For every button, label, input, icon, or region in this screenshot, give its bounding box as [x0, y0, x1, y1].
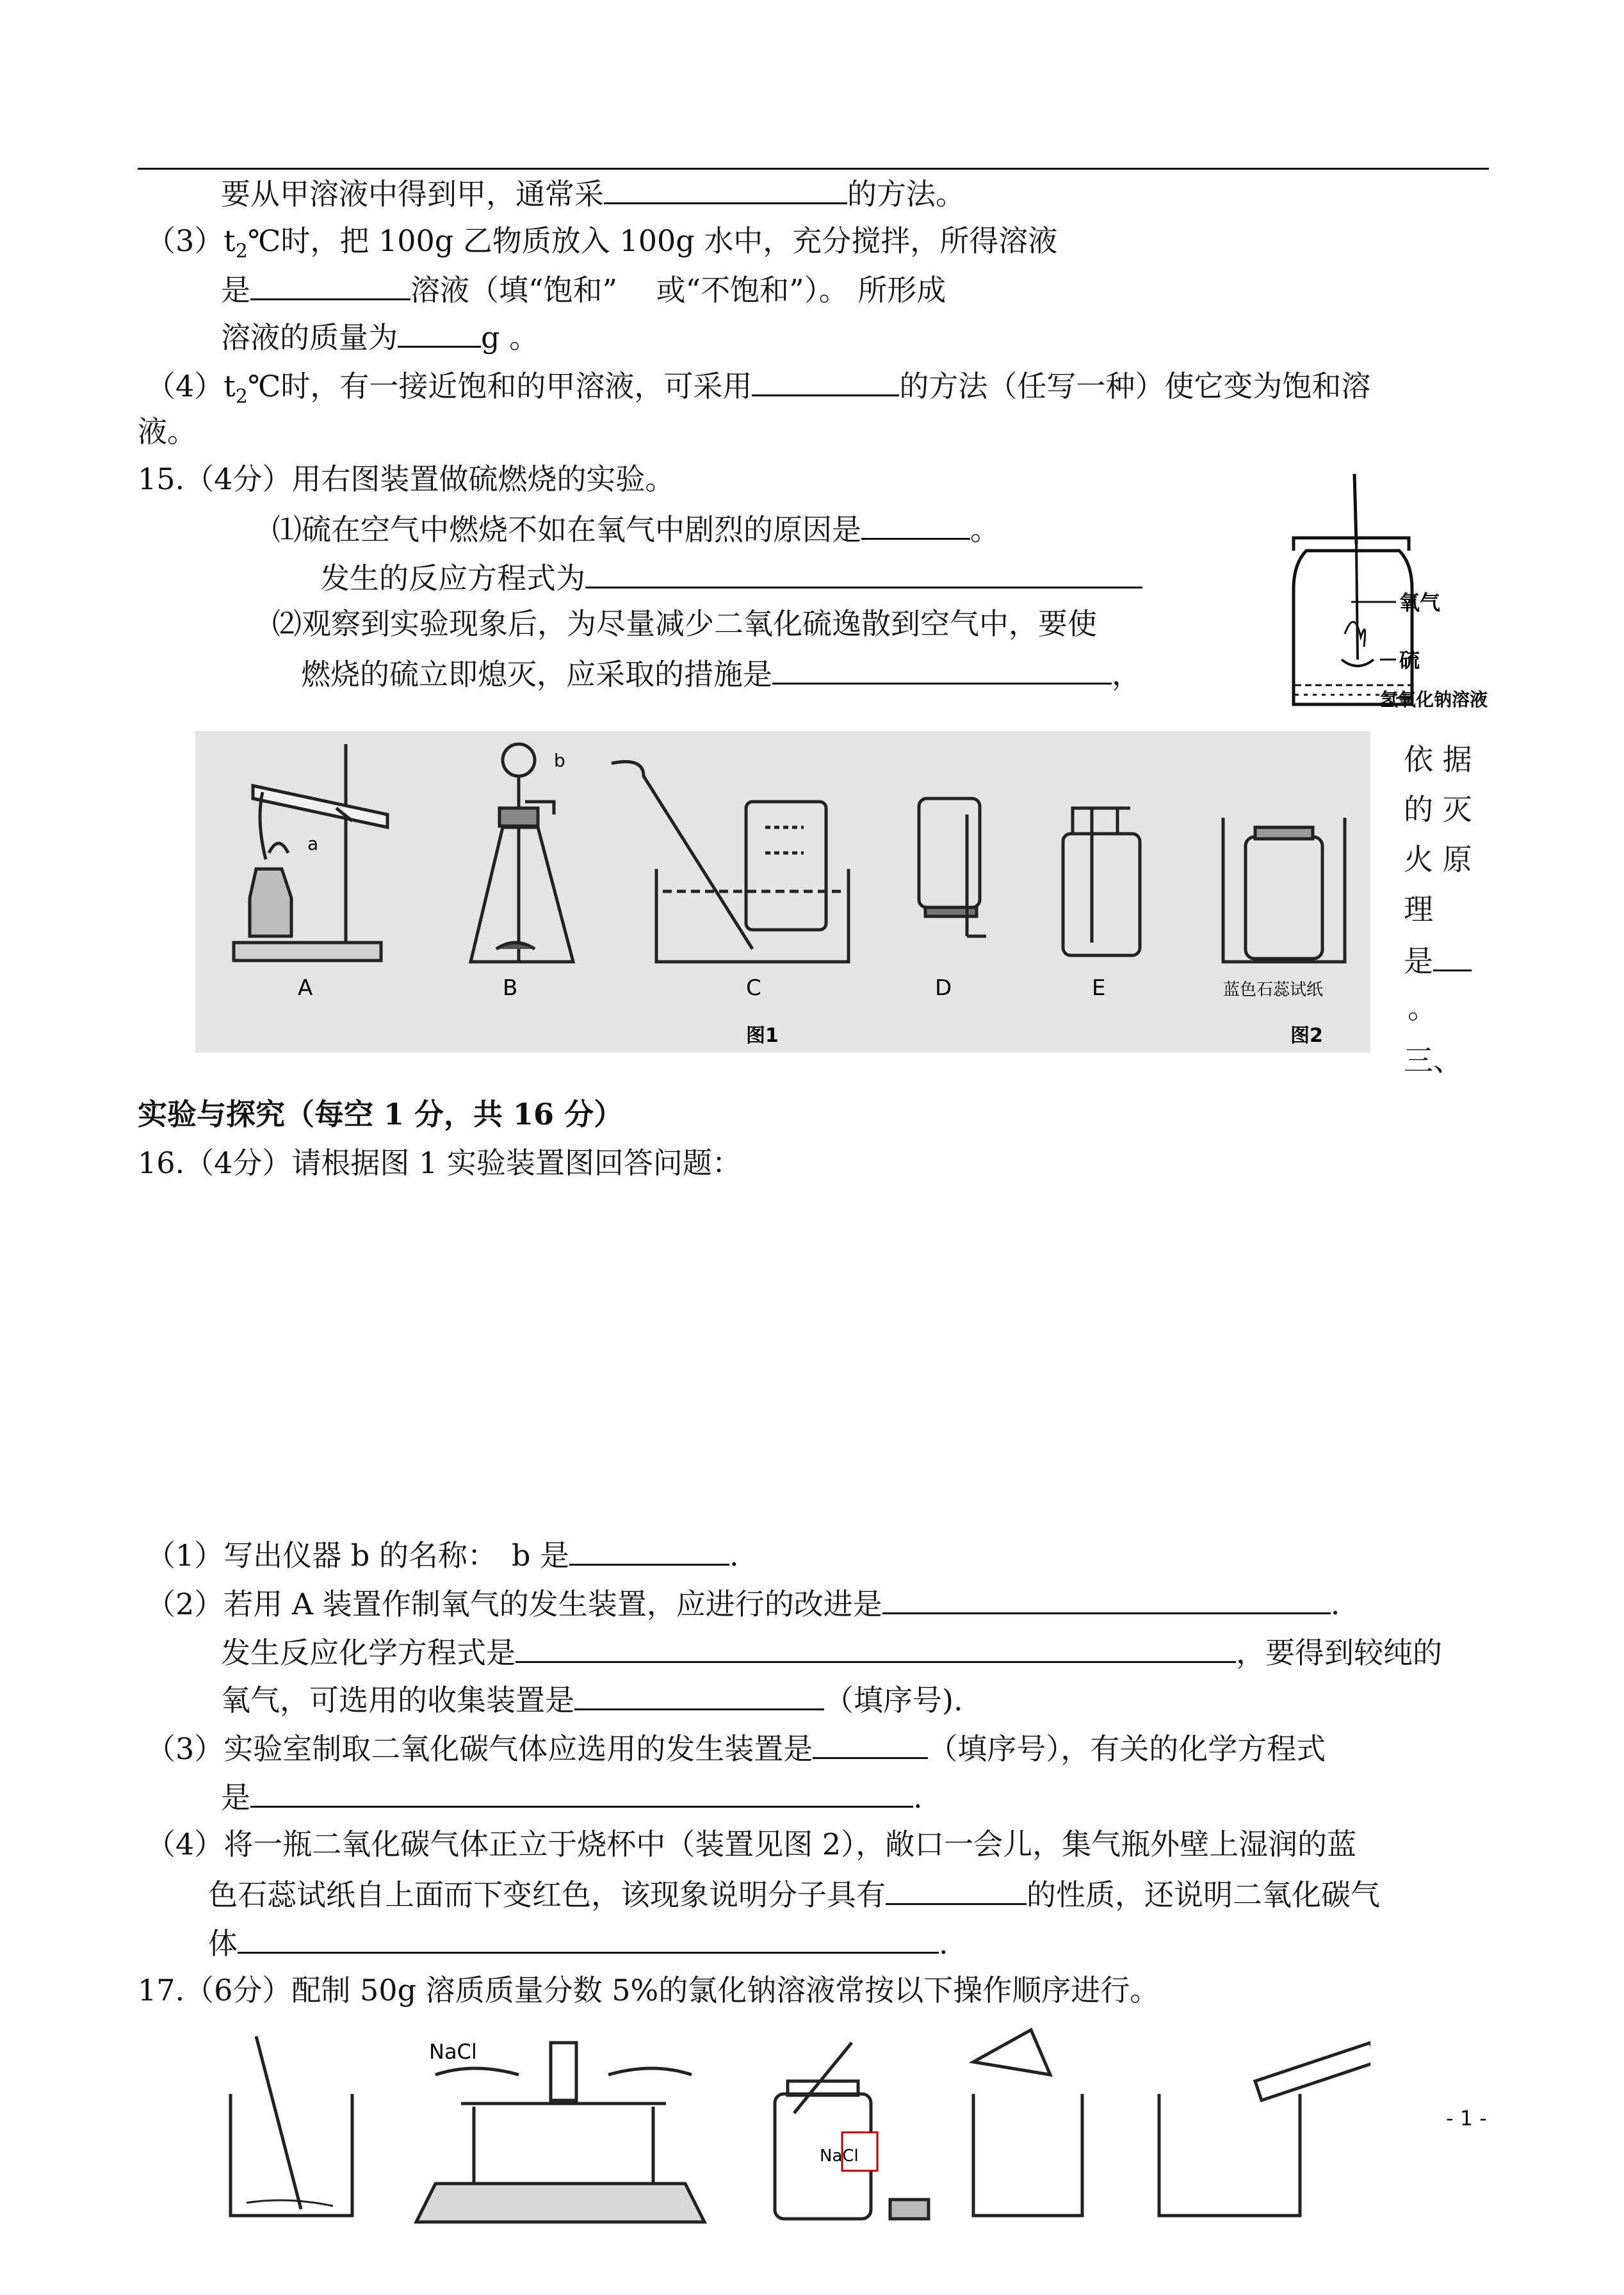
label-e: E — [1092, 975, 1106, 1001]
combustion-spoon-rod — [1354, 474, 1356, 544]
label-nacl-balance: NaCl — [429, 2040, 477, 2064]
side-text-5: 是 — [1404, 941, 1472, 979]
gas-jar — [1294, 551, 1412, 704]
label-a: A — [298, 975, 313, 1001]
section-3-prefix: 三、 — [1404, 1043, 1463, 1078]
q14-part4: $(4)t_2℃$时，有一接近饱和的甲溶液，可采用 的方法（任写一种）使它变为饱和溶 — [146, 366, 1370, 415]
mark-b: b — [554, 750, 565, 771]
q16-part2-line3: 氧气，可选用的收集装置是 （填序号). — [221, 1680, 963, 1718]
label-fig2: 图2 — [1290, 1025, 1323, 1047]
q16-part2: （2）若用 A 装置作制氧气的发生装置，应进行的改进是 . — [146, 1584, 1340, 1622]
q16-part4-line3: 体 . — [208, 1924, 948, 1961]
beaker-pour-water — [1159, 2043, 1370, 2216]
bottle-lid — [1294, 538, 1409, 551]
side-text-end: 。 — [1408, 991, 1437, 1025]
q16-part3-line2: 是 . — [221, 1778, 923, 1815]
q15-part1-equation: 发生的反应方程式为 — [320, 558, 1142, 596]
page-number: - 1 - — [1446, 2106, 1487, 2130]
q14-line-a: 要从甲溶液中得到甲，通常采 的方法。 — [221, 174, 965, 212]
q14-part4-line2: 液。 — [138, 414, 197, 449]
flame-icon — [1345, 622, 1365, 647]
label-d: D — [935, 975, 952, 1001]
q16-part3: （3）实验室制取二氧化碳气体应选用的发生装置是 （填序号），有关的化学方程式 — [146, 1729, 1326, 1767]
q14-part3-line3: 溶液的质量为 g 。 — [221, 318, 539, 355]
q16-title: 16.（4分）请根据图 1 实验装置图回答问题： — [138, 1146, 742, 1180]
spoon-bowl — [1342, 660, 1374, 666]
q15-part1: ⑴硫在空气中燃烧不如在氧气中剧烈的原因是 。 — [272, 510, 1000, 547]
section-3-title: 实验与探究（每空 1 分，共 16 分） — [138, 1097, 624, 1131]
q16-part4: （4）将一瓶二氧化碳气体正立于烧杯中（装置见图 2），敞口一会儿，集气瓶外壁上湿润的蓝 — [146, 1827, 1357, 1861]
apparatus-figure-1-2 — [195, 731, 1370, 1053]
side-text-4: 理 — [1404, 892, 1433, 927]
header-rule — [138, 168, 1489, 170]
q15-part2: ⑵观察到实验现象后，为尽量减少二氧化硫逸散到空气中，要使 — [272, 606, 1097, 641]
sulfur-combustion-figure — [1255, 467, 1543, 724]
reagent-bottle — [775, 2043, 929, 2219]
side-text-3: 火 原 — [1404, 842, 1472, 877]
side-text-1: 依 据 — [1404, 742, 1472, 777]
q16-part4-line2: 色石蕊试纸自上面而下变红色，该现象说明分子具有 的性质，还说明二氧化碳气 — [208, 1875, 1380, 1913]
mark-a: a — [307, 833, 319, 854]
side-text-2: 的 灭 — [1404, 792, 1472, 827]
label-oxygen: 氧气 — [1399, 590, 1441, 615]
label-blue-litmus: 蓝色石蕊试纸 — [1223, 980, 1324, 1000]
q14-part3: $(3)t_2℃$时，把 100g 乙物质放入 100g 水中，充分搅拌，所得溶液 — [146, 223, 1058, 263]
label-b: B — [503, 975, 518, 1001]
q17-title: 17.（6分）配制 50g 溶质质量分数 5%的氯化钠溶液常按以下操作顺序进行。 — [138, 1973, 1160, 2007]
q14-part3-line2: 是 溶液（填“饱和” 或“不饱和”）。 所形成 — [221, 270, 946, 308]
label-nacl-bottle: NaCl — [820, 2146, 859, 2166]
label-naoh: 氢氧化钠溶液 — [1380, 689, 1488, 710]
label-sulfur: 硫 — [1399, 648, 1420, 672]
balance — [416, 2043, 704, 2222]
beaker-stirring — [231, 2036, 352, 2216]
q16-part2-line2: 发生反应化学方程式是 ，要得到较纯的 — [221, 1633, 1442, 1671]
q16-part1: （1）写出仪器 b 的名称： b 是 . — [146, 1536, 739, 1573]
solution-prep-figure — [218, 2023, 1370, 2235]
label-c: C — [746, 975, 761, 1001]
q15-title: 15.（4分）用右图装置做硫燃烧的实验。 — [138, 462, 675, 496]
q15-part2-line2: 燃烧的硫立即熄灭，应采取的措施是 ， — [301, 654, 1141, 692]
beaker-pour-solid — [973, 2030, 1082, 2216]
label-fig1: 图1 — [746, 1025, 779, 1047]
